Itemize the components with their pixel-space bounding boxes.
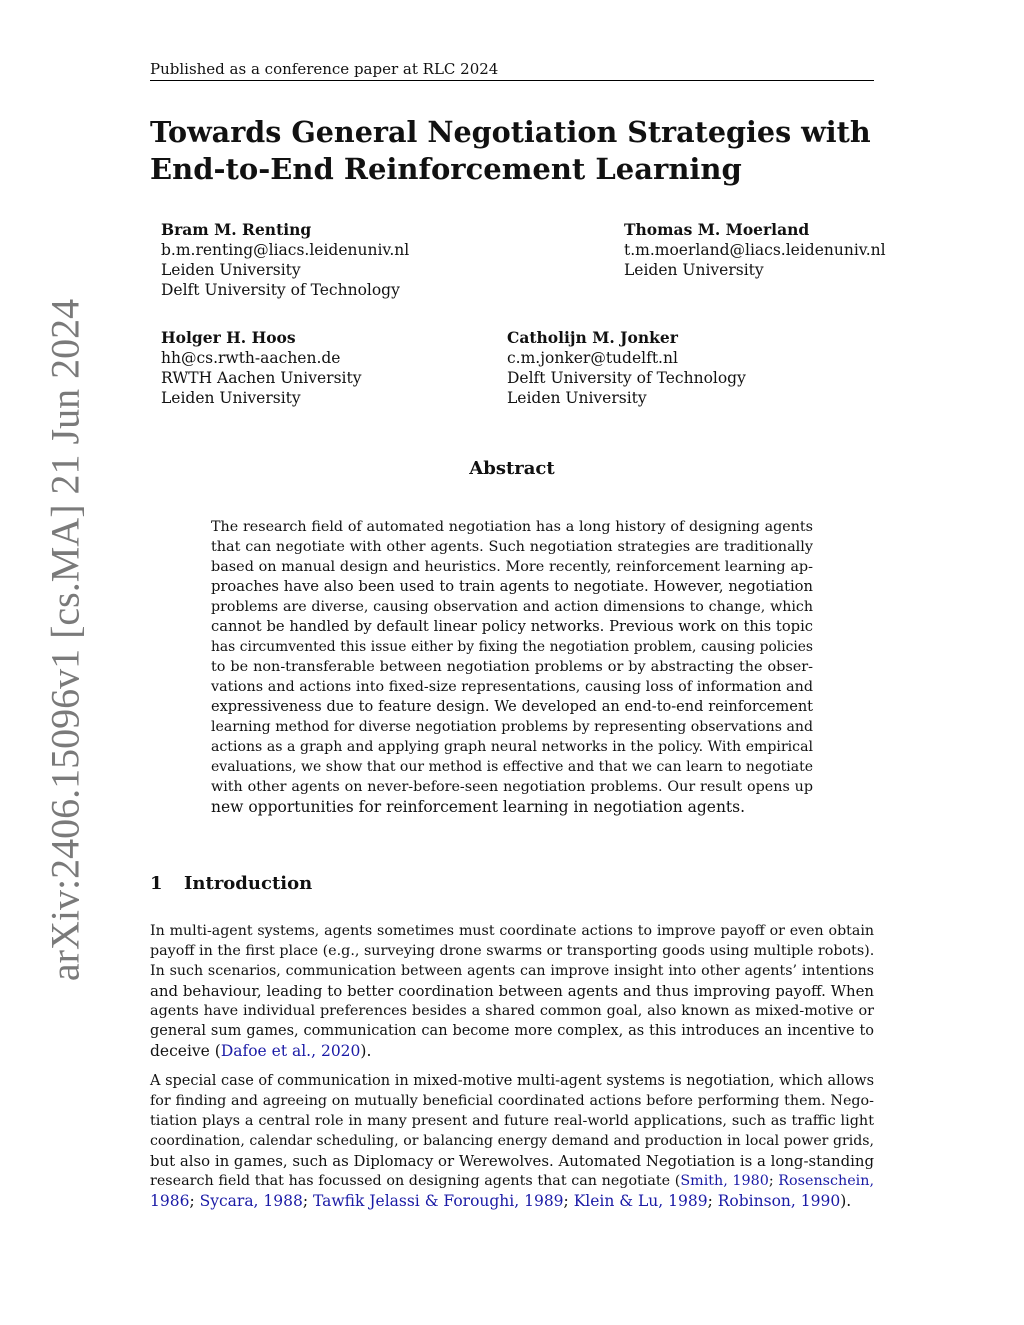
author-affiliation: Leiden University <box>161 389 301 407</box>
abstract-line: proaches have also been used to train agents to negotiate. However, negotiation <box>211 578 813 595</box>
author-email: c.m.jonker@tudelft.nl <box>507 349 678 367</box>
author-email: t.m.moerland@liacs.leidenuniv.nl <box>624 241 886 259</box>
arxiv-sidebar-stamp: arXiv:2406.15096v1 [cs.MA] 21 Jun 2024 <box>42 298 88 982</box>
body-text: research field that has focussed on designing agents that can negotiate ( <box>150 1173 681 1189</box>
body-line: coordination, calendar scheduling, or balancing energy demand and production in local power grids, <box>150 1133 874 1149</box>
author-name: Bram M. Renting <box>161 220 312 239</box>
body-line: In such scenarios, communication between agents can improve insight into other agents’ intentions <box>150 963 874 979</box>
body-line: A special case of communication in mixed-motive multi-agent systems is negotiation, which allows <box>150 1073 875 1089</box>
intro-paragraph-1 <box>150 921 874 1061</box>
abstract-body <box>211 517 813 817</box>
title-line: End-to-End Reinforcement Learning <box>150 152 742 186</box>
citation-link[interactable]: Rosenschein, <box>778 1173 875 1189</box>
abstract-line: to be non-transferable between negotiation problems or by abstracting the obser- <box>211 659 813 675</box>
abstract-line: with other agents on never-before-seen negotiation problems. Our result opens up <box>211 779 813 795</box>
body-line <box>150 1041 874 1061</box>
author-affiliation: Leiden University <box>161 261 301 279</box>
author-name: Holger H. Hoos <box>161 328 296 347</box>
abstract-line: new opportunities for reinforcement learning in negotiation agents. <box>211 798 746 816</box>
author-block <box>161 220 409 300</box>
citation-link[interactable]: 1986 <box>150 1192 190 1210</box>
abstract-line: based on manual design and heuristics. More recently, reinforcement learning ap- <box>211 559 813 575</box>
abstract-line: has circumvented this issue either by fixing the negotiation problem, causing policies <box>211 639 813 655</box>
author-affiliation: Delft University of Technology <box>507 369 746 387</box>
citation-link[interactable]: Robinson, 1990 <box>717 1192 841 1210</box>
body-text: ). <box>360 1042 372 1060</box>
section-heading-introduction <box>150 873 312 894</box>
author-block <box>161 328 361 408</box>
abstract-heading: Abstract <box>469 458 555 479</box>
author-block <box>624 220 886 280</box>
abstract-line: expressiveness due to feature design. We developed an end-to-end reinforcement <box>211 699 813 715</box>
citation-link[interactable]: Tawfik Jelassi & Foroughi, 1989 <box>313 1192 564 1210</box>
title-line: Towards General Negotiation Strategies with <box>150 115 871 149</box>
author-affiliation: RWTH Aachen University <box>161 369 362 387</box>
abstract-line: that can negotiate with other agents. Such negotiation strategies are traditionally <box>211 539 813 555</box>
running-header: Published as a conference paper at RLC 2024 <box>150 60 499 78</box>
body-line: research field that has focussed on designing agents that can negotiate (Smith, 1980; Rosenschein, <box>150 1173 875 1189</box>
body-text: deceive ( <box>150 1042 221 1060</box>
abstract-line: problems are diverse, causing observation and action dimensions to change, which <box>211 599 813 615</box>
intro-paragraph-2 <box>150 1071 874 1211</box>
author-affiliation: Delft University of Technology <box>161 281 400 299</box>
citation-link[interactable]: Dafoe et al., 2020 <box>220 1042 361 1060</box>
abstract-line: The research field of automated negotiation has a long history of designing agents <box>211 519 813 535</box>
body-line: tiation plays a central role in many present and future real-world applications, such as traffic light <box>150 1113 874 1129</box>
section-number: 1 <box>150 873 163 894</box>
abstract-line: evaluations, we show that our method is effective and that we can learn to negotiate <box>211 759 813 775</box>
paper-title <box>150 114 874 188</box>
body-line: In multi-agent systems, agents sometimes must coordinate actions to improve payoff or even obtain <box>150 923 874 939</box>
header-rule <box>150 80 874 81</box>
author-email: hh@cs.rwth-aachen.de <box>161 349 341 367</box>
abstract-line: cannot be handled by default linear policy networks. Previous work on this topic <box>211 618 813 635</box>
body-line: agents have individual preferences besides a shared common goal, also known as mixed-motive or <box>150 1003 874 1019</box>
author-affiliation: Leiden University <box>507 389 647 407</box>
citation-link[interactable]: Smith, 1980 <box>680 1173 769 1189</box>
citation-link[interactable]: Klein & Lu, 1989 <box>573 1192 708 1210</box>
section-title: Introduction <box>184 873 313 894</box>
citation-link[interactable]: Sycara, 1988 <box>199 1192 303 1210</box>
body-line: 1986; Sycara, 1988; Tawfik Jelassi & Foroughi, 1989; Klein & Lu, 1989; Robinson, 1990). <box>150 1192 852 1210</box>
body-line: for finding and agreeing on mutually beneficial coordinated actions before performing them. Nego- <box>150 1093 874 1109</box>
body-line: payoff in the first place (e.g., surveying drone swarms or transporting goods using multiple robots). <box>150 943 875 959</box>
author-name: Thomas M. Moerland <box>624 220 810 239</box>
abstract-line: actions as a graph and applying graph neural networks in the policy. With empirical <box>211 739 813 755</box>
abstract-line: learning method for diverse negotiation problems by representing observations and <box>211 719 813 735</box>
author-email: b.m.renting@liacs.leidenuniv.nl <box>161 241 410 259</box>
abstract-line: vations and actions into fixed-size representations, causing loss of information and <box>211 679 813 695</box>
body-line: but also in games, such as Diplomacy or Werewolves. Automated Negotiation is a long-standing <box>150 1152 874 1170</box>
body-text: ). <box>840 1192 852 1210</box>
author-name: Catholijn M. Jonker <box>507 328 678 347</box>
body-line: and behaviour, leading to better coordination between agents and thus improving payoff. When <box>150 982 874 1000</box>
author-affiliation: Leiden University <box>624 261 764 279</box>
author-block <box>507 328 746 408</box>
body-line: general sum games, communication can become more complex, as this introduces an incentive to <box>150 1023 874 1039</box>
